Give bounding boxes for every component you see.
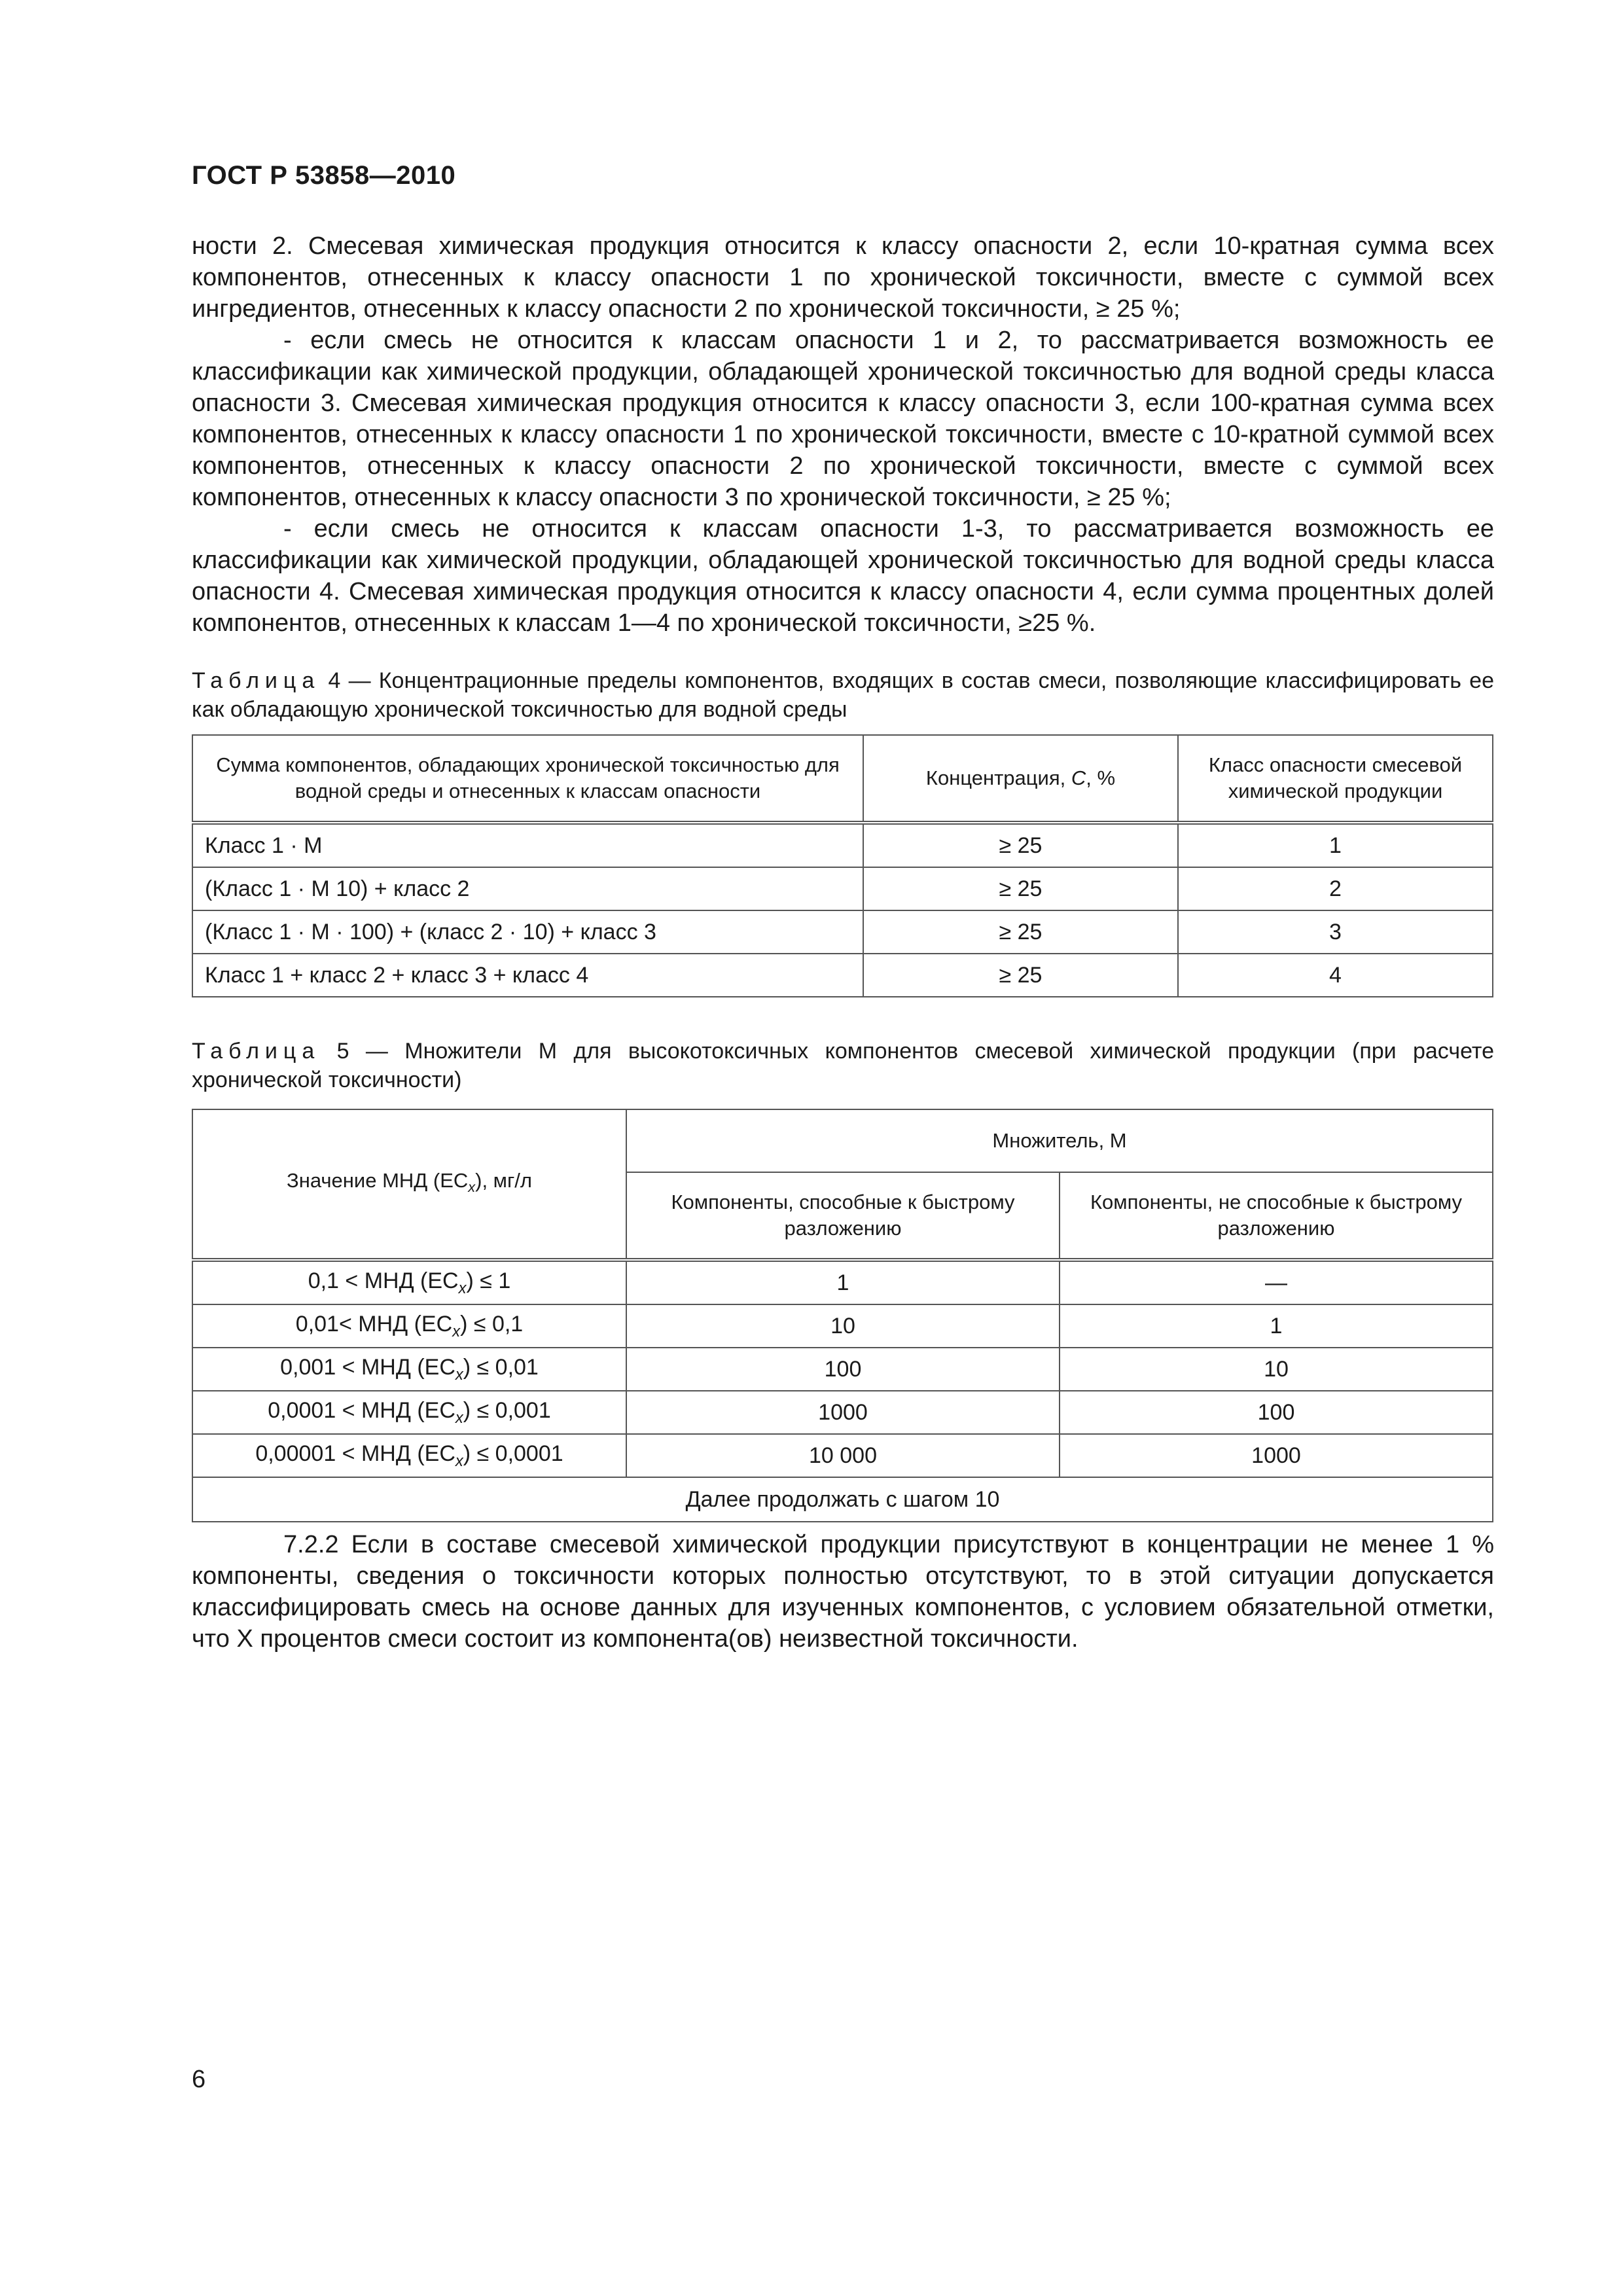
table-5-header-fast: Компоненты, способные к быстрому разложению <box>626 1172 1060 1260</box>
table-5-cell-value <box>192 1348 626 1391</box>
value-subscript: x <box>455 1365 463 1384</box>
table-5-cell-fast: 100 <box>626 1348 1060 1391</box>
table-row <box>192 1391 1493 1434</box>
value-range: ) ≤ 0,0001 <box>463 1441 563 1466</box>
table-5-continuation-row <box>192 1477 1493 1522</box>
table-4-label: Таблица <box>192 668 321 693</box>
value-text: 0,01< МНД (EC <box>295 1311 453 1336</box>
table-4-cell-sum: Класс 1 · М <box>192 823 863 867</box>
intro-section <box>192 230 1494 639</box>
value-subscript: x <box>458 1279 467 1297</box>
table-5-cell-slow: 10 <box>1060 1348 1493 1391</box>
value-range: ) ≤ 0,001 <box>463 1397 551 1423</box>
table-5-header-row-1 <box>192 1109 1493 1172</box>
table-5-cell-fast: 1000 <box>626 1391 1060 1434</box>
table-4-cell-concentration: ≥ 25 <box>863 910 1178 954</box>
intro-paragraph-1: ности 2. Смесевая химическая продукция относится к классу опасности 2, если 10-кратная сумма всех компонентов, отнесенных к классу опасности 1 по хронической токсичности, вместе с суммой всех ингредиентов, отнесенных к классу опасности 2 по хронической токсичности, ≥ 25 %; <box>192 232 1494 323</box>
table-row <box>192 910 1493 954</box>
table-5-cell-slow: 1 <box>1060 1304 1493 1348</box>
value-subscript: x <box>452 1322 461 1340</box>
table-4-cell-concentration: ≥ 25 <box>863 823 1178 867</box>
paragraph-7-2-2: 7.2.2 Если в составе смесевой химической продукции присутствуют в концентрации не менее 1 % компоненты, сведения о токсичности которых полностью отсутствуют, то в этой ситуации допускается классифицировать смесь на основе данных для изученных компонентов, с условием обязательной отметки, что Х процентов смеси состоит из компонента(ов) неизвестной токсичности. <box>192 1531 1494 1653</box>
header-concentration-unit: , % <box>1086 766 1116 789</box>
table-5-cell-slow: — <box>1060 1260 1493 1304</box>
header-value-text: Значение МНД (EC <box>286 1168 469 1192</box>
table-5-continuation-note: Далее продолжать с шагом 10 <box>192 1477 1493 1522</box>
value-subscript: x <box>455 1408 463 1427</box>
table-5-cell-value <box>192 1260 626 1304</box>
table-5-header-slow: Компоненты, не способные к быстрому разложению <box>1060 1172 1493 1260</box>
table-5 <box>192 1109 1493 1522</box>
intro-paragraph-3: - если смесь не относится к классам опасности 1-3, то рассматривается возможность ее классификации как химической продукции, обладающей хронической токсичностью для водной среды класса опасности 4. Смесевая химическая продукция относится к классу опасности 4, если сумма процентных долей компонентов, отнесенных к классам 1—4 по хронической токсичности, ≥25 %. <box>192 515 1494 637</box>
table-4-header-sum: Сумма компонентов, обладающих хронической токсичностью для водной среды и отнесенных к классам опасности <box>192 735 863 823</box>
table-4-cell-class: 3 <box>1178 910 1493 954</box>
table-row <box>192 1348 1493 1391</box>
table-5-cell-fast: 1 <box>626 1260 1060 1304</box>
table-4-cell-class: 1 <box>1178 823 1493 867</box>
table-5-caption <box>192 1037 1494 1094</box>
value-text: 0,0001 < МНД (EC <box>268 1397 455 1423</box>
table-5-cell-slow: 100 <box>1060 1391 1493 1434</box>
table-row <box>192 867 1493 910</box>
table-4-header-row <box>192 735 1493 823</box>
table-5-number: 5 <box>336 1039 349 1064</box>
value-text: 0,001 < МНД (EC <box>280 1354 455 1380</box>
table-4-cell-sum: Класс 1 + класс 2 + класс 3 + класс 4 <box>192 954 863 997</box>
page-number: 6 <box>192 2066 206 2093</box>
value-text: 0,1 < МНД (EC <box>308 1268 459 1293</box>
table-5-cell-value <box>192 1391 626 1434</box>
table-4-cell-class: 4 <box>1178 954 1493 997</box>
header-concentration-text: Концентрация, <box>925 766 1071 789</box>
value-range: ) ≤ 0,1 <box>460 1311 524 1336</box>
section-7-2-2 <box>192 1529 1494 1655</box>
header-value-unit: ), мг/л <box>475 1168 532 1192</box>
table-5-cell-slow: 1000 <box>1060 1434 1493 1477</box>
table-4-number: 4 <box>328 668 341 693</box>
table-row <box>192 1304 1493 1348</box>
document-code-header: ГОСТ Р 53858—2010 <box>192 161 456 190</box>
table-5-cell-value <box>192 1434 626 1477</box>
value-range: ) ≤ 0,01 <box>463 1354 539 1380</box>
table-4-cell-sum: (Класс 1 · М 10) + класс 2 <box>192 867 863 910</box>
header-value-subscript: x <box>468 1179 476 1196</box>
table-5-header-value <box>192 1109 626 1260</box>
table-5-header-multiplier: Множитель, М <box>626 1109 1493 1172</box>
table-4 <box>192 734 1493 997</box>
table-5-cell-fast: 10 <box>626 1304 1060 1348</box>
table-4-cell-concentration: ≥ 25 <box>863 867 1178 910</box>
header-concentration-variable: С <box>1071 766 1086 789</box>
table-4-cell-concentration: ≥ 25 <box>863 954 1178 997</box>
table-4-cell-class: 2 <box>1178 867 1493 910</box>
table-5-cell-fast: 10 000 <box>626 1434 1060 1477</box>
table-row <box>192 1434 1493 1477</box>
table-4-header-concentration <box>863 735 1178 823</box>
table-4-header-class: Класс опасности смесевой химической продукции <box>1178 735 1493 823</box>
table-4-cell-sum: (Класс 1 · М · 100) + (класс 2 · 10) + класс 3 <box>192 910 863 954</box>
table-row <box>192 1260 1493 1304</box>
value-range: ) ≤ 1 <box>466 1268 511 1293</box>
table-5-label: Таблица <box>192 1039 321 1064</box>
table-4-caption <box>192 666 1494 724</box>
table-row <box>192 823 1493 867</box>
table-5-title: — Множители М для высокотоксичных компонентов смесевой химической продукции (при расчете хронической токсичности) <box>192 1039 1495 1092</box>
table-row <box>192 954 1493 997</box>
value-subscript: x <box>455 1452 463 1470</box>
table-4-title: — Концентрационные пределы компонентов, входящих в состав смеси, позволяющие классифицировать ее как обладающую хронической токсичностью для водной среды <box>192 668 1494 722</box>
table-5-cell-value <box>192 1304 626 1348</box>
value-text: 0,00001 < МНД (EC <box>255 1441 455 1466</box>
intro-paragraph-2: - если смесь не относится к классам опасности 1 и 2, то рассматривается возможность ее классификации как химической продукции, обладающей хронической токсичностью для водной среды класса опасности 3. Смесевая химическая продукция относится к классу опасности 3, если 100-кратная сумма всех компонентов, отнесенных к классу опасности 1 по хронической токсичности, вместе с 10-кратной суммой всех компонентов, отнесенных к классу опасности 2 по хронической токсичности, вместе с суммой всех компонентов, отнесенных к классу опасности 3 по хронической токсичности, ≥ 25 %; <box>192 327 1494 511</box>
